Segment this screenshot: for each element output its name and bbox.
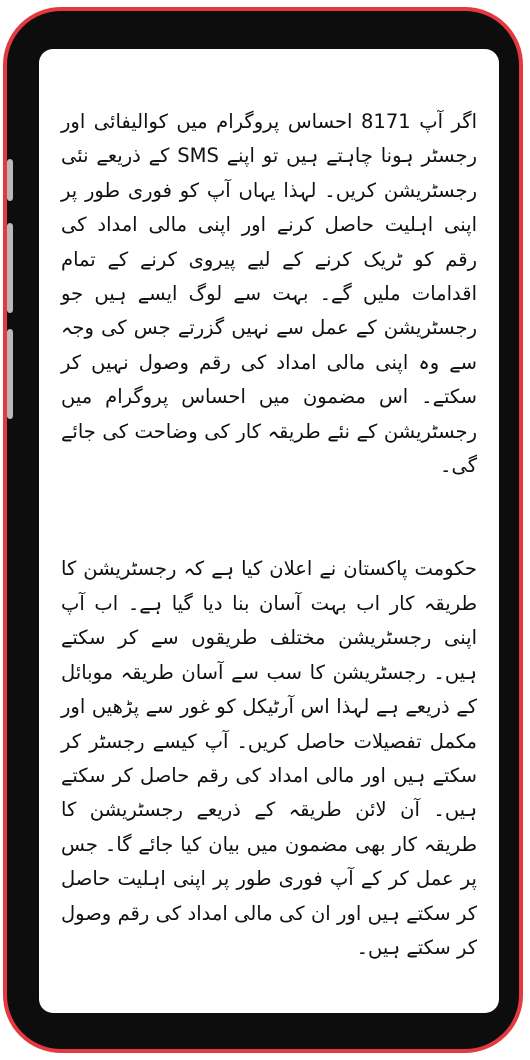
article-paragraph-1: اگر آپ 8171 احساس پروگرام میں کوالیفائی اور رجسٹر ہونا چاہتے ہیں تو اپنے SMS کے ذریعے نئی رجسٹریشن کریں۔ لہذا یہاں آپ کو فوری طور پر اپنی اہلیت حاصل کرنے اور اپنی مالی امداد کی رقم کو ٹریک کرنے کے لیے پیروی کرنے کے تمام اقدامات ملیں گے۔ بہت سے لوگ ایسے ہیں جو رجسٹریشن کے عمل سے نہیں گزرتے جس کی وجہ سے وہ اپنی مالی امداد کی رقم وصول نہیں کر سکتے۔ اس مضمون میں احساس پروگرام میں رجسٹریشن کے نئے طریقہ کار کی وضاحت کی جائے گی۔ [61, 110, 477, 478]
article-body [61, 105, 477, 965]
side-button-volume-up [7, 223, 13, 313]
phone-frame [3, 7, 523, 1053]
side-button-volume-down [7, 329, 13, 419]
article-paragraph-2: حکومت پاکستان نے اعلان کیا ہے کہ رجسٹریشن کا طریقہ کار اب بہت آسان بنا دیا گیا ہے۔ اب آپ اپنی رجسٹریشن مختلف طریقوں سے کر سکتے ہیں۔ رجسٹریشن کا سب سے آسان طریقہ موبائل کے ذریعے ہے لہذا اس آرٹیکل کو غور سے پڑھیں اور مکمل تفصیلات حاصل کریں۔ آپ کیسے رجسٹر کر سکتے ہیں اور مالی امداد کی رقم حاصل کر سکتے ہیں۔ آن لائن طریقہ کے ذریعے رجسٹریشن کا طریقہ کار بھی مضمون میں بیان کیا جائے گا۔ جس پر عمل کر کے آپ فوری طور پر اپنی اہلیت حاصل کر سکتے ہیں اور ان کی مالی امداد کی رقم وصول کر سکتے ہیں۔ [61, 557, 477, 959]
phone-screen[interactable] [39, 49, 499, 1013]
side-button-mute [7, 159, 13, 201]
